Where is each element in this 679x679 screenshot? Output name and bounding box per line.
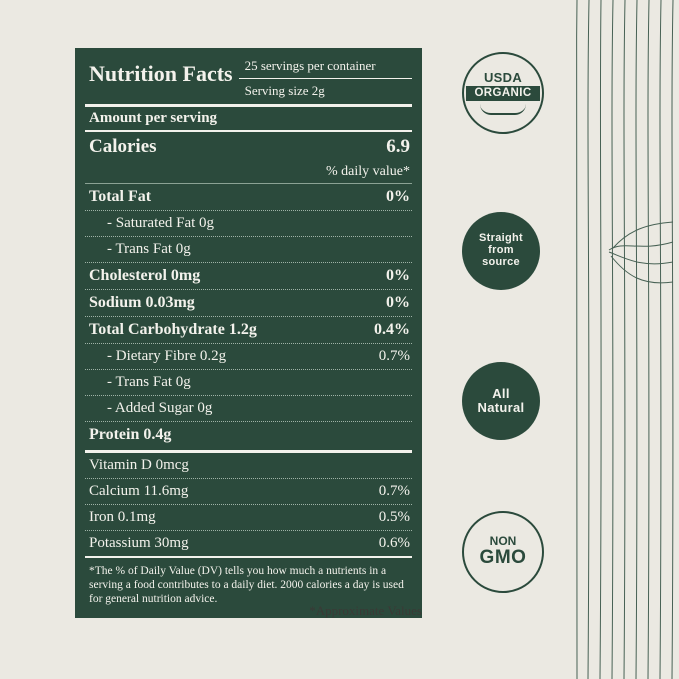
daily-value-header: % daily value* — [326, 164, 410, 179]
nutrient-label: Total Fat — [89, 188, 152, 205]
amount-per-serving-heading: Amount per serving — [89, 110, 218, 126]
usda-arc-icon — [480, 104, 526, 115]
nutrient-value: 0.4% — [374, 321, 410, 338]
micronutrient-value: 0.7% — [378, 483, 410, 499]
nutrient-label: - Saturated Fat 0g — [107, 215, 215, 231]
badge-natural-line1: All — [492, 385, 510, 401]
page-title: Nutrition Facts — [89, 61, 233, 86]
fiber-lines-svg — [569, 0, 679, 679]
servings-per-container: 25 servings per container — [239, 56, 412, 79]
badge-gmo-line2: GMO — [479, 547, 527, 569]
nutrient-value: 0% — [386, 267, 410, 284]
nutrient-value: 0.7% — [378, 348, 410, 364]
serving-size: Serving size 2g — [244, 83, 325, 98]
nutrient-row — [85, 263, 412, 289]
nutrient-row — [85, 422, 412, 448]
nutrient-row — [85, 317, 412, 343]
micronutrient-row — [85, 531, 412, 556]
micronutrient-value: 0.5% — [378, 509, 410, 525]
calories-value: 6.9 — [386, 136, 410, 157]
micronutrient-label: Iron 0.1mg — [89, 509, 156, 525]
nutrient-label: - Added Sugar 0g — [107, 400, 213, 416]
nutrient-row — [85, 184, 412, 210]
badge-gmo-line1: NON — [489, 534, 517, 549]
nutrient-row — [85, 396, 412, 421]
micronutrient-row — [85, 479, 412, 504]
badge-usda-line2: ORGANIC — [466, 86, 540, 100]
badge-straight-line3: source — [482, 255, 520, 268]
nutrient-label: Cholesterol 0mg — [89, 267, 201, 284]
micronutrient-row — [85, 453, 412, 478]
nutrient-row — [85, 290, 412, 316]
nutrient-row — [85, 344, 412, 369]
nutrient-value: 0% — [386, 188, 410, 205]
nutrient-row — [85, 237, 412, 262]
badge-usda-organic — [462, 52, 544, 134]
nutrient-row — [85, 370, 412, 395]
micronutrient-label: Vitamin D 0mcg — [89, 457, 189, 473]
nutrient-label: - Trans Fat 0g — [107, 241, 191, 257]
servings-box — [239, 54, 412, 102]
nutrient-row — [85, 211, 412, 236]
approximate-values-note: *Approximate Values — [309, 603, 422, 618]
badge-straight-line2: from — [488, 244, 514, 257]
nutrient-label: - Dietary Fibre 0.2g — [107, 348, 227, 364]
daily-value-footnote: *The % of Daily Value (DV) tells you how much a nutrients in a serving a food contributes to a daily diet. 2000 calories a day is used for general nutrition advice. — [89, 565, 404, 606]
background-fiber-illustration — [569, 0, 679, 679]
micronutrient-label: Potassium 30mg — [89, 535, 189, 551]
nutrient-label: Protein 0.4g — [89, 426, 172, 443]
badge-straight-line1: Straight — [479, 232, 523, 245]
calories-row — [85, 132, 412, 162]
micronutrient-label: Calcium 11.6mg — [89, 483, 189, 499]
badge-natural-line2: Natural — [477, 400, 525, 415]
panel-header — [85, 54, 412, 102]
badge-non-gmo — [462, 511, 544, 593]
micronutrient-row — [85, 505, 412, 530]
nutrient-label: Sodium 0.03mg — [89, 294, 195, 311]
calories-label: Calories — [89, 136, 157, 157]
nutrient-label: - Trans Fat 0g — [107, 374, 191, 390]
nutrient-label: Total Carbohydrate 1.2g — [89, 321, 257, 338]
badge-usda-line1: USDA — [483, 70, 523, 86]
badge-straight-from-source — [462, 212, 540, 290]
badge-all-natural — [462, 362, 540, 440]
micronutrient-value: 0.6% — [378, 535, 410, 551]
nutrition-facts-panel — [75, 48, 422, 618]
nutrient-value: 0% — [386, 294, 410, 311]
